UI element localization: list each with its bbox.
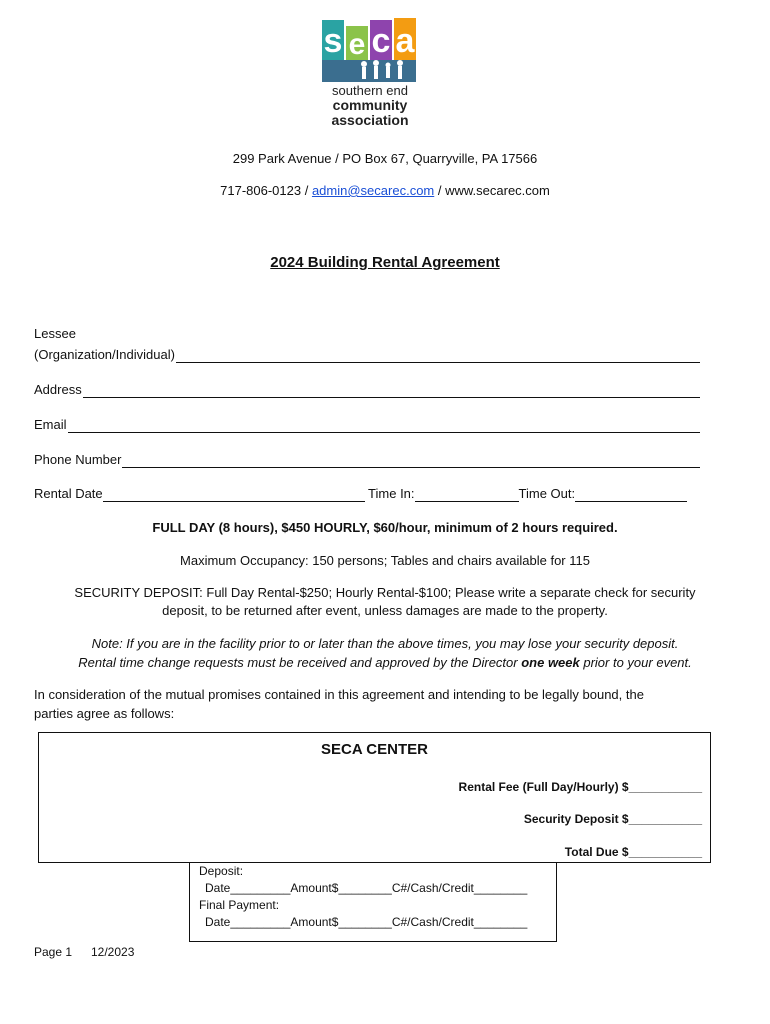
time-in-line[interactable] <box>415 488 519 502</box>
org-contact <box>0 183 770 199</box>
consideration-text-1: In consideration of the mutual promises contained in this agreement and intending to be legally bound, the <box>34 687 644 702</box>
seca-logo <box>318 16 422 134</box>
note-emphasis: one week <box>521 655 580 670</box>
rental-date-row <box>34 486 704 502</box>
seca-center-box <box>38 732 711 863</box>
consideration-text-2: parties agree as follows: <box>34 706 175 721</box>
separator: / <box>301 183 312 198</box>
org-address: 299 Park Avenue / PO Box 67, Quarryville, PA 17566 <box>232 151 538 166</box>
pricing-text: FULL DAY (8 hours), $450 HOURLY, $60/hour, minimum of 2 hours required. <box>152 520 618 535</box>
org-email-link[interactable]: admin@secarec.com <box>311 183 435 198</box>
phone-line[interactable] <box>122 454 700 468</box>
payment-box <box>189 862 557 942</box>
lessee-label: Lessee <box>34 326 76 341</box>
lessee-sublabel: (Organization/Individual) <box>34 347 175 362</box>
note-text-2a: Rental time change requests must be received and approved by the Director <box>78 655 522 670</box>
deposit-row[interactable]: Date_________Amount$________C#/Cash/Credit________ <box>205 881 528 895</box>
seca-center-title: SECA CENTER <box>321 741 428 758</box>
deposit-text-1: SECURITY DEPOSIT: Full Day Rental-$250; Hourly Rental-$100; Please write a separate check for security <box>74 585 696 600</box>
time-out-label: Time Out: <box>518 486 576 501</box>
note-text-1: Note: If you are in the facility prior to or later than the above times, you may lose your security deposit. <box>91 636 679 651</box>
svg-text:c: c <box>371 22 391 60</box>
deposit-label: Deposit: <box>199 864 244 878</box>
occupancy-text: Maximum Occupancy: 150 persons; Tables and chairs available for 115 <box>180 553 590 568</box>
email-line[interactable] <box>68 419 700 433</box>
lessee-line[interactable] <box>176 349 700 363</box>
address-label: Address <box>34 382 82 397</box>
deposit-text-2: deposit, to be returned after event, unless damages are made to the property. <box>162 603 608 618</box>
document-title: 2024 Building Rental Agreement <box>270 254 500 271</box>
svg-text:a: a <box>395 22 415 60</box>
revision-date: 12/2023 <box>91 945 135 959</box>
time-in-label: Time In: <box>368 486 415 501</box>
page-number: Page 1 <box>34 945 73 959</box>
email-label: Email <box>34 417 67 432</box>
security-deposit-field[interactable]: Security Deposit $___________ <box>523 812 702 826</box>
logo-line-2: community <box>332 97 408 113</box>
org-website: www.secarec.com <box>445 183 550 198</box>
logo-line-1: southern end <box>332 83 408 98</box>
org-phone: 717-806-0123 <box>220 183 302 198</box>
svg-text:s: s <box>323 22 343 60</box>
note-text-2c: prior to your event. <box>579 655 692 670</box>
phone-label: Phone Number <box>34 452 122 467</box>
total-due-field[interactable]: Total Due $___________ <box>564 845 702 859</box>
final-payment-row[interactable]: Date_________Amount$________C#/Cash/Credit________ <box>205 915 528 929</box>
lessee-field[interactable] <box>34 347 700 363</box>
email-field[interactable] <box>34 417 700 433</box>
final-payment-label: Final Payment: <box>199 898 280 912</box>
rental-date-line[interactable] <box>103 488 365 502</box>
logo-line-3: association <box>331 112 409 128</box>
address-line[interactable] <box>83 384 700 398</box>
address-field[interactable] <box>34 382 700 398</box>
separator: / <box>434 183 446 198</box>
phone-field[interactable] <box>34 452 700 468</box>
time-out-line[interactable] <box>575 488 687 502</box>
note-text-2 <box>0 655 770 671</box>
rental-date-label: Rental Date <box>34 486 103 501</box>
seca-logo-mark <box>318 16 422 86</box>
svg-text:e: e <box>348 28 366 61</box>
rental-fee-field[interactable]: Rental Fee (Full Day/Hourly) $___________ <box>458 780 702 794</box>
